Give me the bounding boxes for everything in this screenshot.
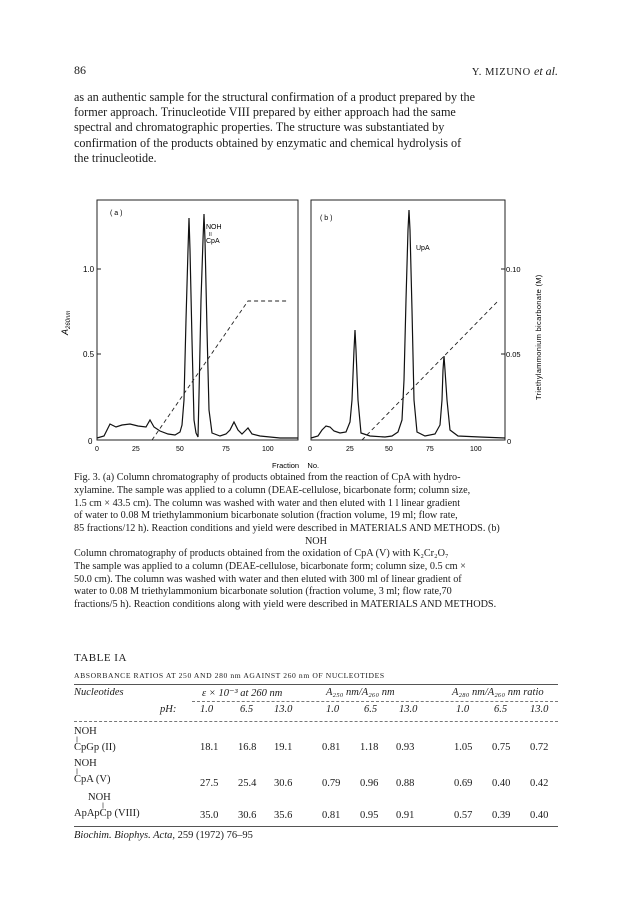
row-bar: ||: [76, 737, 79, 743]
row-value: 0.72: [530, 742, 549, 753]
right-tick-005: 0.05: [506, 350, 521, 359]
row-value: 0.79: [322, 778, 341, 789]
journal-citation: [74, 830, 253, 841]
intro-line: confirmation of the products obtained by enzymatic and chemical hydrolysis of: [74, 135, 462, 150]
figure-caption: [74, 472, 558, 612]
b-x-tick: 25: [346, 446, 354, 453]
a-x-tick: 50: [176, 446, 184, 453]
caption-line: Column chromatography of products obtained from the oxidation of CpA (V) with K₂Cr₂O₇: [74, 547, 449, 559]
caption-line: 85 fractions/12 h). Reaction conditions and yield were described in MATERIALS AND METHODS. (b): [74, 523, 500, 535]
row-value: 0.91: [396, 810, 415, 821]
b-x-tick: 50: [385, 446, 393, 453]
row-bar: ||: [76, 769, 79, 775]
intro-line: former approach. Trinucleotide VIII prepared by either approach had the same: [74, 105, 456, 120]
row-value: 0.39: [492, 810, 511, 821]
row-value: 0.57: [454, 810, 473, 821]
intro-line: the trinucleotide.: [74, 150, 157, 165]
running-head-author: Y. MIZUNO: [471, 67, 531, 78]
right-tick-0: 0: [507, 437, 512, 446]
row-value: 0.88: [396, 778, 415, 789]
row-value: 0.42: [530, 778, 549, 789]
row-value: 35.0: [200, 810, 219, 821]
row-value: 0.40: [492, 778, 511, 789]
row-value: 0.75: [492, 742, 511, 753]
journal-name: Biochim. Biophys. Acta,: [74, 830, 175, 841]
row-value: 27.5: [200, 778, 219, 789]
peak-b-label: UpA: [416, 245, 430, 252]
table-title: TABLE IA: [74, 652, 127, 664]
caption-line: of water to 0.08 M triethylammonium bicarbonate solution (fraction volume, 19 ml; flow rate,: [74, 510, 458, 522]
page-number: 86: [74, 63, 86, 77]
row-value: 16.8: [238, 742, 257, 753]
panel-a-gradient: [152, 301, 289, 440]
panel-b-gradient: [362, 300, 499, 440]
panel-a-trace: [97, 214, 298, 438]
left-tick-0: 0: [88, 437, 93, 446]
panel-a-label: ( a ): [110, 210, 123, 217]
journal-volume: 259 (1972) 76–95: [177, 830, 253, 841]
row-value: 0.93: [396, 742, 415, 753]
peak-a-label: NOH: [206, 224, 222, 231]
row-noh: NOH: [74, 758, 97, 769]
header-nucleotides: Nucleotides: [74, 687, 124, 698]
row-value: 0.69: [454, 778, 473, 789]
caption-line: Fig. 3. (a) Column chromatography of products obtained from the reaction of CpA with hydro-: [74, 472, 461, 483]
row-value: 1.18: [360, 742, 379, 753]
ph-value: 13.0: [399, 704, 418, 715]
caption-noh: NOH: [304, 535, 328, 547]
a-x-tick: 0: [95, 446, 99, 453]
caption-line: xylamine. The sample was applied to a column (DEAE-cellulose, bicarbonate form; column size,: [74, 484, 471, 496]
caption-line: 50.0 cm). The column was washed with water and then eluted with 300 ml of linear gradient of: [74, 573, 462, 585]
caption-line: 1.5 cm × 43.5 cm). The column was washed with water and then eluted with 1 l linear gradient: [74, 497, 461, 509]
panel-a-frame: [97, 200, 298, 440]
header-ratio-250: A₂₅₀ nm/A₂₆₀ nm: [326, 687, 395, 698]
header-ph: pH:: [160, 704, 177, 715]
ph-value: 13.0: [530, 704, 549, 715]
a-x-tick: 25: [132, 446, 140, 453]
a-x-tick: 100: [262, 446, 274, 453]
left-tick-05: 0.5: [83, 350, 95, 359]
row-value: 0.95: [360, 810, 379, 821]
b-x-tick: 0: [308, 446, 312, 453]
ph-value: 1.0: [326, 704, 340, 715]
row-value: 0.40: [530, 810, 549, 821]
ph-value: 6.5: [240, 704, 254, 715]
right-axis-label: Triethylammonium bicarbonate (M): [534, 274, 543, 400]
panel-b-label: ( b ): [320, 215, 333, 222]
row-value: 18.1: [200, 742, 219, 753]
row-name: CpA (V): [74, 774, 111, 785]
peak-a-label: CpA: [206, 238, 220, 245]
row-value: 0.81: [322, 742, 341, 753]
peak-a-label: II: [209, 232, 212, 238]
header-epsilon: ε × 10⁻³ at 260 nm: [202, 688, 283, 699]
row-value: 19.1: [274, 742, 293, 753]
table-subtitle: ABSORBANCE RATIOS AT 250 AND 280 nm AGAINST 260 nm OF NUCLEOTIDES: [74, 671, 385, 680]
caption-line: fractions/5 h). Reaction conditions along with yield were described in MATERIALS AND METHODS.: [74, 599, 497, 611]
ph-value: 13.0: [274, 704, 293, 715]
ph-value: 1.0: [456, 704, 470, 715]
b-x-tick: 75: [426, 446, 434, 453]
row-value: 30.6: [274, 778, 293, 789]
row-value: 1.05: [454, 742, 473, 753]
intro-line: spectral and chromatographic properties. The structure was substantiated by: [74, 120, 445, 135]
row-value: 30.6: [238, 810, 257, 821]
right-tick-010: 0.10: [506, 265, 521, 274]
row-value: 25.4: [238, 778, 257, 789]
running-head-etal: et al.: [534, 64, 558, 78]
left-tick-1: 1.0: [83, 265, 95, 274]
row-name: CpGp (II): [74, 742, 116, 753]
ph-value: 1.0: [200, 704, 214, 715]
row-noh: NOH: [88, 792, 111, 803]
caption-line: water to 0.08 M triethylammonium bicarbonate solution (fraction volume, 3 ml; flow rate,70: [74, 586, 452, 598]
y-axis-label: $A_{260nm}$: [60, 310, 72, 335]
b-x-tick: 100: [470, 446, 482, 453]
ph-value: 6.5: [364, 704, 378, 715]
caption-line: The sample was applied to a column (DEAE-cellulose, bicarbonate form; column size, 0.5 cm ×: [74, 560, 466, 572]
row-name: ApApCp (VIII): [74, 808, 140, 819]
row-noh: NOH: [74, 726, 97, 737]
row-value: 35.6: [274, 810, 293, 821]
header-ratio-280: A₂₈₀ nm/A₂₆₀ nm ratio: [452, 687, 544, 698]
row-value: 0.96: [360, 778, 379, 789]
x-axis-label: Fraction No.: [272, 461, 320, 470]
row-value: 0.81: [322, 810, 341, 821]
ph-value: 6.5: [494, 704, 508, 715]
a-x-tick: 75: [222, 446, 230, 453]
row-bar: ||: [102, 803, 105, 809]
intro-line: as an authentic sample for the structural confirmation of a product prepared by the: [74, 90, 476, 104]
